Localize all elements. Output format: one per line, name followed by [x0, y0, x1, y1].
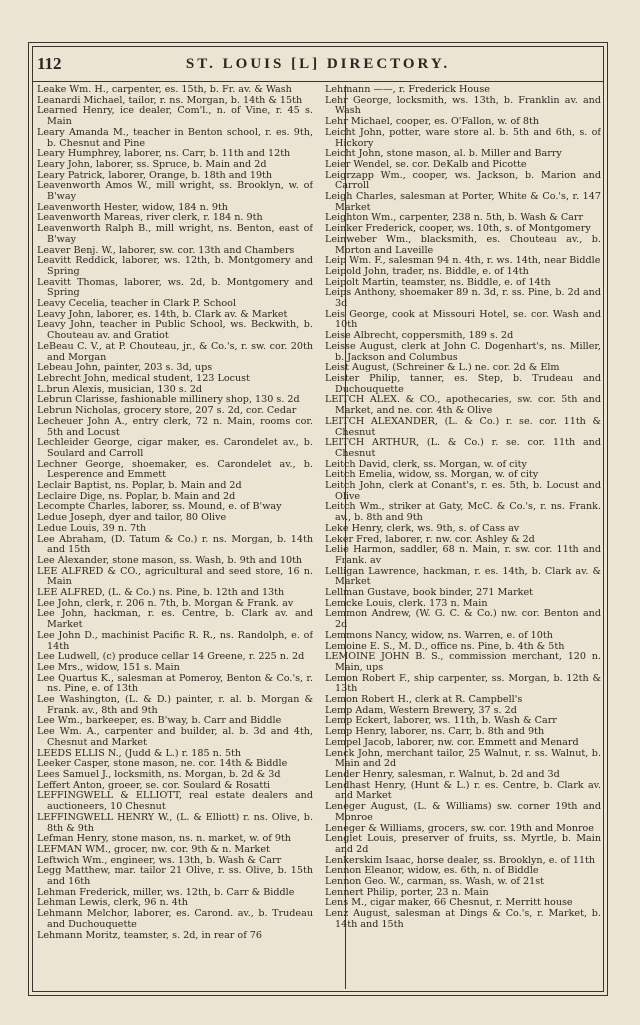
directory-entry: LEE ALFRED & CO., agricultural and seed store, 16 n. Main [37, 565, 313, 588]
directory-entry: Leavy John, teacher in Public School, ws. Beckwith, b. Chouteau av. and Gratiot [37, 319, 313, 342]
directory-entry: Lecheuer John A., entry clerk, 72 n. Main, rooms cor. 5th and Locust [37, 415, 313, 438]
directory-entry: Lemp Adam, Western Brewery, 37 s. 2d [325, 704, 517, 716]
directory-entry: Lemon Robert H., clerk at R. Campbell's [325, 694, 523, 706]
directory-entry: Lehman Lewis, clerk, 96 n. 4th [37, 897, 188, 909]
directory-entry: Lender Henry, salesman, r. Walnut, b. 2d and 3d [325, 769, 560, 780]
directory-entry: Leneger & Williams, grocers, sw. cor. 19th and Monroe [325, 822, 594, 834]
directory-entry: Lehmann Melchor, laborer, es. Carond. av., b. Trudeau and Duchouquette [37, 908, 313, 930]
directory-entry: Lemmon Andrew, (W. G. C. & Co.) nw. cor. Benton and 2d [325, 608, 601, 631]
directory-entry: Lee Quartus K., salesman at Pomeroy, Benton & Co.'s, r. ns. Pine, e. of 13th [37, 672, 313, 695]
directory-entry: Lee Alexander, stone mason, ss. Wash, b. 9th and 10th [37, 554, 303, 566]
directory-entry: Lee Mrs., widow, 151 s. Main [37, 661, 180, 673]
directory-entry: Leise Albrecht, coppersmith, 189 s. 2d [325, 330, 514, 342]
directory-entry: Leinweber Wm., blacksmith, es. Chouteau av., b. Morton and Laveille [325, 233, 601, 256]
right-column [325, 85, 601, 989]
directory-entry: LeBeau C. V., at P. Chouteau, jr., & Co.'s, r. sw. cor. 20th and Morgan [37, 340, 313, 363]
directory-entry: LEMOINE JOHN B. S., commission merchant, 120 n. Main, ups [325, 651, 601, 673]
directory-entry: Leist August, (Schreiner & L.) ne. cor. 2d & Elm [325, 362, 560, 374]
directory-entry: Leigh Charles, salesman at Porter, White & Co.'s, r. 147 Market [325, 191, 601, 213]
directory-entry: L.brun Alexis, musician, 130 s. 2d [37, 383, 203, 395]
directory-entry: Lenglet Louis, preserver of fruits, ss. Myrtle, b. Main and 2d [325, 833, 601, 855]
directory-entry: Leavitt Reddick, laborer, ws. 12th, b. Montgomery and Spring [37, 255, 313, 277]
directory-entry: Ledue Louis, 39 n. 7th [37, 522, 147, 534]
directory-entry: Leier Wendel, se. cor. DeKalb and Picotte [325, 158, 527, 170]
directory-entry: Leister Philip, tanner, es. Step, b. Trudeau and Duchouquette [325, 372, 601, 395]
directory-entry: Lee John D., machinist Pacific R. R., ns. Randolph, e. of 14th [37, 629, 313, 652]
directory-entry: Lenck John, merchant tailor, 25 Walnut, r. ss. Walnut, b. Main and 2d [325, 747, 601, 770]
directory-entry: LEFMAN WM., grocer, nw. cor. 9th & n. Market [37, 843, 270, 855]
directory-entry: Leighton Wm., carpenter, 238 n. 5th, b. Wash & Carr [325, 212, 584, 224]
columns [37, 85, 601, 989]
directory-entry: Lefman Henry, stone mason, ns. n. market, w. of 9th [37, 833, 291, 845]
directory-entry: Lebrun Nicholas, grocery store, 207 s. 2d, cor. Cedar [37, 405, 297, 417]
directory-entry: Lennert Philip, porter, 23 n. Main [325, 886, 489, 898]
directory-entry: Leavenworth Ralph B., mill wright, ns. Benton, east of B'way [37, 223, 313, 245]
directory-entry: LEE ALFRED, (L. & Co.) ns. Pine, b. 12th and 13th [37, 587, 285, 599]
directory-entry: Lelie Harmon, saddler, 68 n. Main, r. sw. cor. 11th and Frank. av [325, 544, 601, 566]
directory-entry: Lennon Geo. W., carman, ss. Wash, w. of 21st [325, 876, 544, 888]
directory-entry: Lemon Robert F., ship carpenter, ss. Morgan, b. 12th & 13th [325, 672, 601, 695]
directory-entry: Leigrzapp Wm., cooper, ws. Jackson, b. Marion and Carroll [325, 169, 601, 192]
directory-entry: Lens M., cigar maker, 66 Chesnut, r. Merritt house [325, 897, 573, 909]
directory-entry: Leinker Frederick, cooper, ws. 10th, s. of Montgomery [325, 223, 591, 235]
directory-entry: Leis George, cook at Missouri Hotel, se. cor. Wash and 10th [325, 308, 601, 331]
directory-entry: Leavenworth Mareas, river clerk, r. 184 n. 9th [37, 212, 263, 224]
directory-entry: Leavenworth Hester, widow, 184 n. 9th [37, 201, 228, 213]
directory-entry: Lee Wm., barkeeper, es. B'way, b. Carr and Biddle [37, 715, 282, 727]
directory-entry: Lemcke Louis, clerk. 173 n. Main [325, 597, 488, 609]
directory-entry: Leffert Anton, groeer, se. cor. Soulard & Rosatti [37, 779, 271, 791]
directory-entry: Ledue Joseph, dyer and tailor, 80 Olive [37, 512, 227, 524]
directory-entry: Lee Washington, (L. & D.) painter, r. al. b. Morgan & Frank. av., 8th and 9th [37, 694, 313, 716]
directory-entry: Lebeau John, painter, 203 s. 3d, ups [37, 362, 213, 374]
page-title: ST. LOUIS [L] DIRECTORY. [185, 55, 451, 72]
directory-entry: Leary Amanda M., teacher in Benton school, r. es. 9th, b. Chesnut and Pine [37, 126, 313, 149]
directory-entry: Lee John, hackman, r. es. Centre, b. Clark av. and Market [37, 608, 313, 631]
directory-entry: Lemoine E. S., M. D., office ns. Pine, b. 4th & 5th [325, 640, 565, 652]
directory-entry: Leavenworth Amos W., mill wright, ss. Brooklyn, w. of B'way [37, 180, 313, 203]
directory-entry: Lechner George, shoemaker, es. Carondelet av., b. Lesperence and Emmett [37, 458, 313, 481]
directory-entry: Leavy John, laborer, es. 14th, b. Clark av. & Market [37, 308, 288, 320]
directory-entry: Leicht John, stone mason, al. b. Miller and Barry [325, 148, 562, 160]
directory-entry: Lempel Jacob, laborer, nw. cor. Emmett and Menard [325, 736, 579, 748]
directory-entry: Leary John, laborer, ss. Spruce, b. Main and 2d [37, 158, 267, 170]
directory-entry: Leneger August, (L. & Williams) sw. corner 19th and Monroe [325, 801, 601, 823]
directory-entry: Lemp Eckert, laborer, ws. 11th, b. Wash & Carr [325, 715, 557, 727]
directory-entry: Lee Wm. A., carpenter and builder, al. b. 3d and 4th, Chesnut and Market [37, 726, 313, 748]
page-border [28, 42, 608, 996]
directory-entry: Leclair Baptist, ns. Poplar, b. Main and 2d [37, 480, 242, 492]
directory-entry: Leary Humphrey, laborer, ns. Carr, b. 11th and 12th [37, 148, 291, 160]
directory-entry: Learned Henry, ice dealer, Com'l., n. of Vine, r. 45 s. Main [37, 105, 313, 128]
page-header [33, 51, 603, 77]
directory-entry: Lebrun Clarisse, fashionable millinery shop, 130 s. 2d [37, 394, 300, 406]
directory-entry: Leip Wm. F., salesman 94 n. 4th, r. ws. 14th, near Biddle [325, 255, 601, 267]
directory-entry: Leavitt Thomas, laborer, ws. 2d, b. Montgomery and Spring [37, 276, 313, 299]
directory-entry: Leanardi Michael, tailor, r. ns. Morgan, b. 14th & 15th [37, 94, 303, 106]
directory-entry: Leke Henry, clerk, ws. 9th, s. of Cass av [325, 522, 520, 534]
directory-entry: Leitch Emelia, widow, ss. Morgan, w. of city [325, 469, 539, 481]
directory-entry: LEITCH ALEX. & CO., apothecaries, sw. cor. 5th and Market, and ne. cor. 4th & Olive [325, 394, 601, 417]
directory-entry: Leipold John, trader, ns. Biddle, e. of 14th [325, 265, 529, 277]
directory-entry: Lehmann ——, r. Frederick House [325, 85, 490, 95]
directory-entry: LEITCH ALEXANDER, (L. & Co.) r. se. cor. 11th & Chesnut [325, 415, 601, 438]
directory-entry: Leaver Benj. W., laborer, sw. cor. 13th and Chambers [37, 244, 295, 256]
directory-entry: Leftwich Wm., engineer, ws. 13th, b. Wash & Carr [37, 854, 282, 866]
header-rule [33, 81, 603, 82]
directory-entry: Leips Anthony, shoemaker 89 n. 3d, r. ss. Pine, b. 2d and 3d [325, 287, 601, 310]
directory-entry: Lehmann Moritz, teamster, s. 2d, in rear of 76 [37, 929, 263, 941]
directory-entry: Lenz August, salesman at Dings & Co.'s, r. Market, b. 14th and 15th [325, 908, 601, 930]
left-column [37, 85, 313, 989]
directory-entry: Lellman Gustave, book binder, 271 Market [325, 587, 533, 599]
directory-entry: Leisse August, clerk at John C. Dogenhart's, ns. Miller, b. Jackson and Columbus [325, 340, 601, 363]
directory-entry: Leitch David, clerk, ss. Morgan, w. of city [325, 458, 527, 470]
directory-entry: Lemmons Nancy, widow, ns. Warren, e. of 10th [325, 629, 553, 641]
directory-entry: Lehman Frederick, miller, ws. 12th, b. Carr & Biddle [37, 886, 295, 898]
directory-entry: LEFFINGWELL & ELLIOTT, real estate dealers and auctioneers, 10 Chesnut [37, 790, 313, 813]
directory-entry: Leavy Cecelia, teacher in Clark P. School [37, 298, 237, 310]
directory-entry: Lee John, clerk, r. 206 n. 7th, b. Morgan & Frank. av [37, 597, 294, 609]
directory-entry: Lennon Eleanor, widow, es. 6th, n. of Biddle [325, 865, 539, 877]
directory-entry: Lehr George, locksmith, ws. 13th, b. Franklin av. and Wash [325, 94, 601, 117]
directory-entry: Lenkerskim Isaac, horse dealer, ss. Brooklyn, e. of 11th [325, 854, 596, 866]
directory-entry: Leitch John, clerk at Conant's, r. es. 5th, b. Locust and Olive [325, 480, 601, 502]
directory-entry: Lemp Henry, laborer, ns. Carr, b. 8th and 9th [325, 726, 545, 738]
directory-entry: Leeker Casper, stone mason, ne. cor. 14th & Biddle [37, 758, 288, 770]
directory-entry: LEFFINGWELL HENRY W., (L. & Elliott) r. ns. Olive, b. 8th & 9th [37, 811, 313, 834]
directory-entry: Leake Wm. H., carpenter, es. 15th, b. Fr. av. & Wash [37, 85, 292, 95]
directory-entry: Leitch Wm., striker at Gaty, McC. & Co.'s, r. ns. Frank. av., b. 8th and 9th [325, 501, 601, 524]
directory-entry: LEITCH ARTHUR, (L. & Co.) r. se. cor. 11th and Chesnut [325, 437, 601, 459]
directory-entry: Lee Abraham, (D. Tatum & Co.) r. ns. Morgan, b. 14th and 15th [37, 533, 313, 556]
directory-entry: Legg Matthew, mar. tailor 21 Olive, r. ss. Olive, b. 15th and 16th [37, 865, 313, 888]
directory-entry: Leclaire Dige, ns. Poplar, b. Main and 2d [37, 490, 236, 502]
directory-entry: Lecompte Charles, laborer, ss. Mound, e. of B'way [37, 501, 282, 513]
directory-entry: Lebrecht John, medical student, 123 Locust [37, 372, 250, 384]
directory-entry: Lechleider George, cigar maker, es. Carondelet av., b. Soulard and Carroll [37, 437, 313, 459]
directory-entry: Leker Fred, laborer, r. nw. cor. Ashley & 2d [325, 533, 535, 545]
directory-entry: Lehr Michael, cooper, es. O'Fallon, w. of 8th [325, 116, 540, 128]
directory-entry: LEEDS ELLIS N., (Judd & L.) r. 185 n. 5th [37, 747, 242, 759]
directory-entry: Leicht John, potter, ware store al. b. 5th and 6th, s. of Hickory [325, 126, 601, 149]
directory-entry: Lee Ludwell, (c) produce cellar 14 Greene, r. 225 n. 2d [37, 651, 305, 663]
directory-entry: Lelligan Lawrence, hackman, r. es. 14th, b. Clark av. & Market [325, 565, 601, 588]
directory-entry: Lendhast Henry, (Hunt & L.) r. es. Centre, b. Clark av. and Market [325, 779, 601, 802]
directory-entry: Leipolt Martin, teamster, ns. Biddle, e. of 14th [325, 276, 551, 288]
directory-entry: Lees Samuel J., locksmith, ns. Morgan, b. 2d & 3d [37, 769, 281, 780]
directory-entry: Leary Patrick, laborer, Orange, b. 18th and 19th [37, 169, 273, 181]
page-number: 112 [37, 54, 62, 73]
